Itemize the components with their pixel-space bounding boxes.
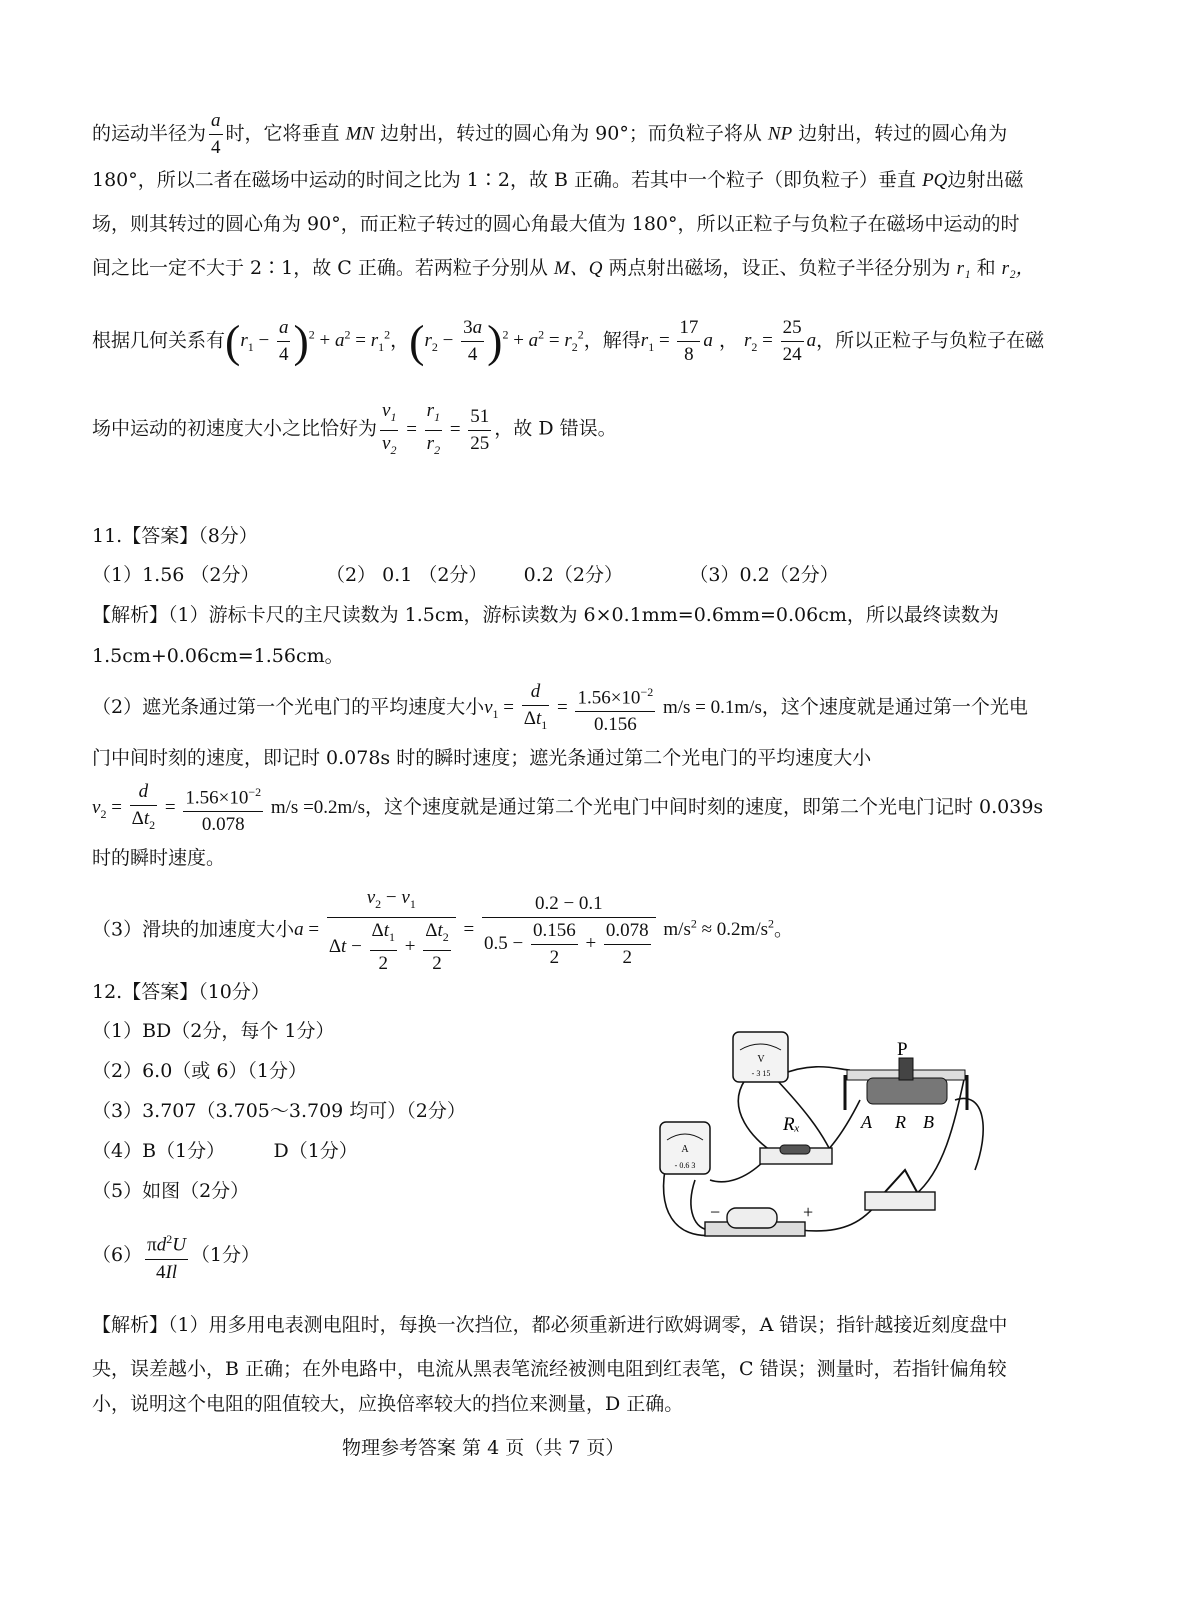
acceleration-formula: a = $v_2 - v_1$ Δt − $\frac{\Delta t_1}{2}$ + $\frac{\Delta t_2}{2}$ = 0.2 − 0.1 0.5 − $\frac{0.156}{2}$ + $\frac{0.078}{2}$ $m/s^2 \approx 0.2m/s^2$ [294, 887, 774, 974]
voltmeter-label: V [757, 1054, 765, 1065]
terminal-label-b: B [923, 1112, 934, 1132]
text: 边射出，转过的圆心角为 90°；而负粒子将从 [380, 122, 762, 145]
text: 两点射出磁场，设正、负粒子半径分别为 [608, 257, 951, 279]
para1-line1 [92, 108, 1007, 161]
q11-expl-line3 [92, 678, 1028, 743]
text: M、Q [553, 258, 603, 279]
text: 边射出磁 [947, 169, 1024, 191]
text: 和 [976, 257, 996, 279]
solution-r1: $r_1$ = $\frac{17}{8}$ a [640, 317, 713, 366]
battery-plus: + [803, 1202, 814, 1222]
text: （3）滑块的加速度大小 [92, 918, 295, 941]
text: ，这个速度就是通过第二个光电门中间时刻的速度，即第二个光电门记时 0.039s [365, 796, 1044, 818]
battery-minus: − [710, 1202, 721, 1222]
rheostat-label-r: R [895, 1112, 906, 1132]
text: r₂， [1001, 258, 1035, 279]
wire [780, 1067, 850, 1075]
text: （6） [92, 1244, 143, 1266]
q12-expl-line2: 央，误差越小，B 正确；在外电路中，电流从黑表笔流经被测电阻到红表笔，C 错误；测量时，若指针偏角较 [92, 1358, 1007, 1380]
q12-expl-line3: 小，说明这个电阻的阻值较大，应换倍率较大的挡位来测量，D 正确。 [92, 1393, 684, 1415]
ammeter-terminals: - 0.6 3 [674, 1161, 696, 1170]
voltmeter [733, 1032, 788, 1082]
solution-r2: $r_2$ = $\frac{25}{24}$ a [744, 317, 817, 366]
switch [865, 1170, 935, 1210]
text: ，解得 [583, 329, 641, 352]
voltmeter-terminals: - 3 15 [751, 1069, 771, 1078]
geometry-equation-1: ($r_1$ − $\frac{a}{4}$ )$^2 + a^2 = r_1^2$ [225, 315, 391, 367]
wire [738, 1080, 770, 1150]
text: （2）遮光条通过第一个光电门的平均速度大小 [92, 696, 485, 718]
rheostat [845, 1039, 967, 1132]
q11-title: 11.【答案】（8分） [92, 525, 258, 547]
text: r₁ [956, 258, 971, 279]
q12-answer-6 [92, 1224, 260, 1286]
q11-answers: （1）1.56 （2分） （2） 0.1 （2分） 0.2（2分） （3）0.2（2分） [92, 564, 839, 586]
text: 边射出，转过的圆心角为 [798, 122, 1008, 145]
ammeter [660, 1122, 710, 1174]
text: 间之比一定不大于 2∶1，故 C 正确。若两粒子分别从 [92, 257, 548, 279]
para1-line2 [92, 168, 1023, 193]
text: 。 [774, 918, 794, 941]
ammeter-label: A [681, 1144, 689, 1155]
terminal-label-a: A [861, 1112, 872, 1132]
q11-expl-line5 [92, 778, 1043, 843]
q11-expl-line4: 门中间时刻的速度，即记时 0.078s 时的瞬时速度；遮光条通过第二个光电门的平均速度大小 [92, 747, 872, 769]
text: MN [345, 123, 375, 145]
text: （1分） [190, 1244, 261, 1266]
battery [705, 1202, 813, 1236]
slider-label-p: P [897, 1039, 908, 1060]
q11-expl-line7 [92, 884, 793, 977]
q11-expl-line2: 1.5cm+0.06cm=1.56cm。 [92, 645, 344, 667]
resistivity-formula: $\frac{\pi d^2U}{4Il}$ [145, 1226, 188, 1285]
rx-label: Rₓ [783, 1114, 801, 1135]
q12-answer-1: （1）BD（2分，每个 1分） [92, 1020, 335, 1042]
para1-line6 [92, 398, 617, 463]
v2-formula: $v_2$ = $\frac{d}{\Delta t_2}$ = $\frac{1.56\times 10^{-2}}{0.078}$ m/s =0.2m/s [92, 797, 365, 818]
text: 场中运动的初速度大小之比恰好为 [92, 417, 378, 440]
text: ，故 D 错误。 [494, 417, 617, 440]
q11-expl-line1: 【解析】（1）游标卡尺的主尺读数为 1.5cm，游标读数为 6×0.1mm=0.6mm=0.06cm，所以最终读数为 [92, 604, 999, 626]
wire [710, 1160, 765, 1182]
velocity-ratio: $\frac{v_1}{v_2}$ = $\frac{r_1}{r_2}$ = $\frac{51}{25}$ [382, 400, 490, 457]
v1-formula: $v_1$ = $\frac{d}{\Delta t_1}$ = $\frac{1.56\times 10^{-2}}{0.156}$ m/s = 0.1m/s [484, 697, 762, 718]
para1-line3: 场，则其转过的圆心角为 90°，而正粒子转过的圆心角最大值为 180°，所以正粒子与负粒子在磁场中运动的时 [92, 213, 1020, 235]
fraction-a-over-4: $\frac{a}{4}$ [211, 110, 221, 158]
q11-expl-line6: 时的瞬时速度。 [92, 847, 226, 869]
text: 的运动半径为 [92, 122, 207, 145]
wire [955, 1098, 983, 1170]
text: ，这个速度就是通过第一个光电 [761, 696, 1028, 718]
q12-answer-2: （2）6.0（或 6）（1分） [92, 1060, 308, 1082]
geometry-equation-2: ($r_2$ − $\frac{3a}{4}$ )$^2 + a^2 = r_2^2$ [409, 315, 584, 367]
q12-answer-4: （4）B（1分） D（1分） [92, 1140, 358, 1162]
para1-line4 [92, 256, 1035, 281]
text: NP [767, 123, 793, 145]
q12-title: 12.【答案】（10分） [92, 981, 270, 1003]
resistor-rx [760, 1114, 832, 1164]
text: 180°，所以二者在磁场中运动的时间之比为 1∶2，故 B 正确。若其中一个粒子（即负粒子）垂直 [92, 169, 917, 191]
page-footer: 物理参考答案 第 4 页（共 7 页） [342, 1437, 625, 1459]
q12-expl-line1: 【解析】（1）用多用电表测电阻时，每换一次挡位，都必须重新进行欧姆调零，A 错误；指针越接近刻度盘中 [92, 1314, 1008, 1336]
text: 根据几何关系有 [92, 329, 226, 352]
text: PQ [922, 170, 948, 191]
para1-line5: 根据几何关系有($r_1$ − $\frac{a}{4}$ )$^2 + a^2 = r_1^2$，($r_2$ − $\frac{3a}{4}$ )$^2 + a^2 = r_2^2$，解得$r_1$ = $\frac{17}{8}$ a ， $r_2$ = $\frac{25}{24}$ a，所以正粒子与负粒子在磁 [92, 315, 1045, 367]
circuit-diagram [655, 1030, 1015, 1250]
q12-answer-3: （3）3.707（3.705～3.709 均可）（2分） [92, 1100, 466, 1122]
q12-answer-5: （5）如图（2分） [92, 1180, 250, 1202]
text: 时，它将垂直 [225, 122, 340, 145]
text: ，所以正粒子与负粒子在磁 [816, 329, 1045, 352]
